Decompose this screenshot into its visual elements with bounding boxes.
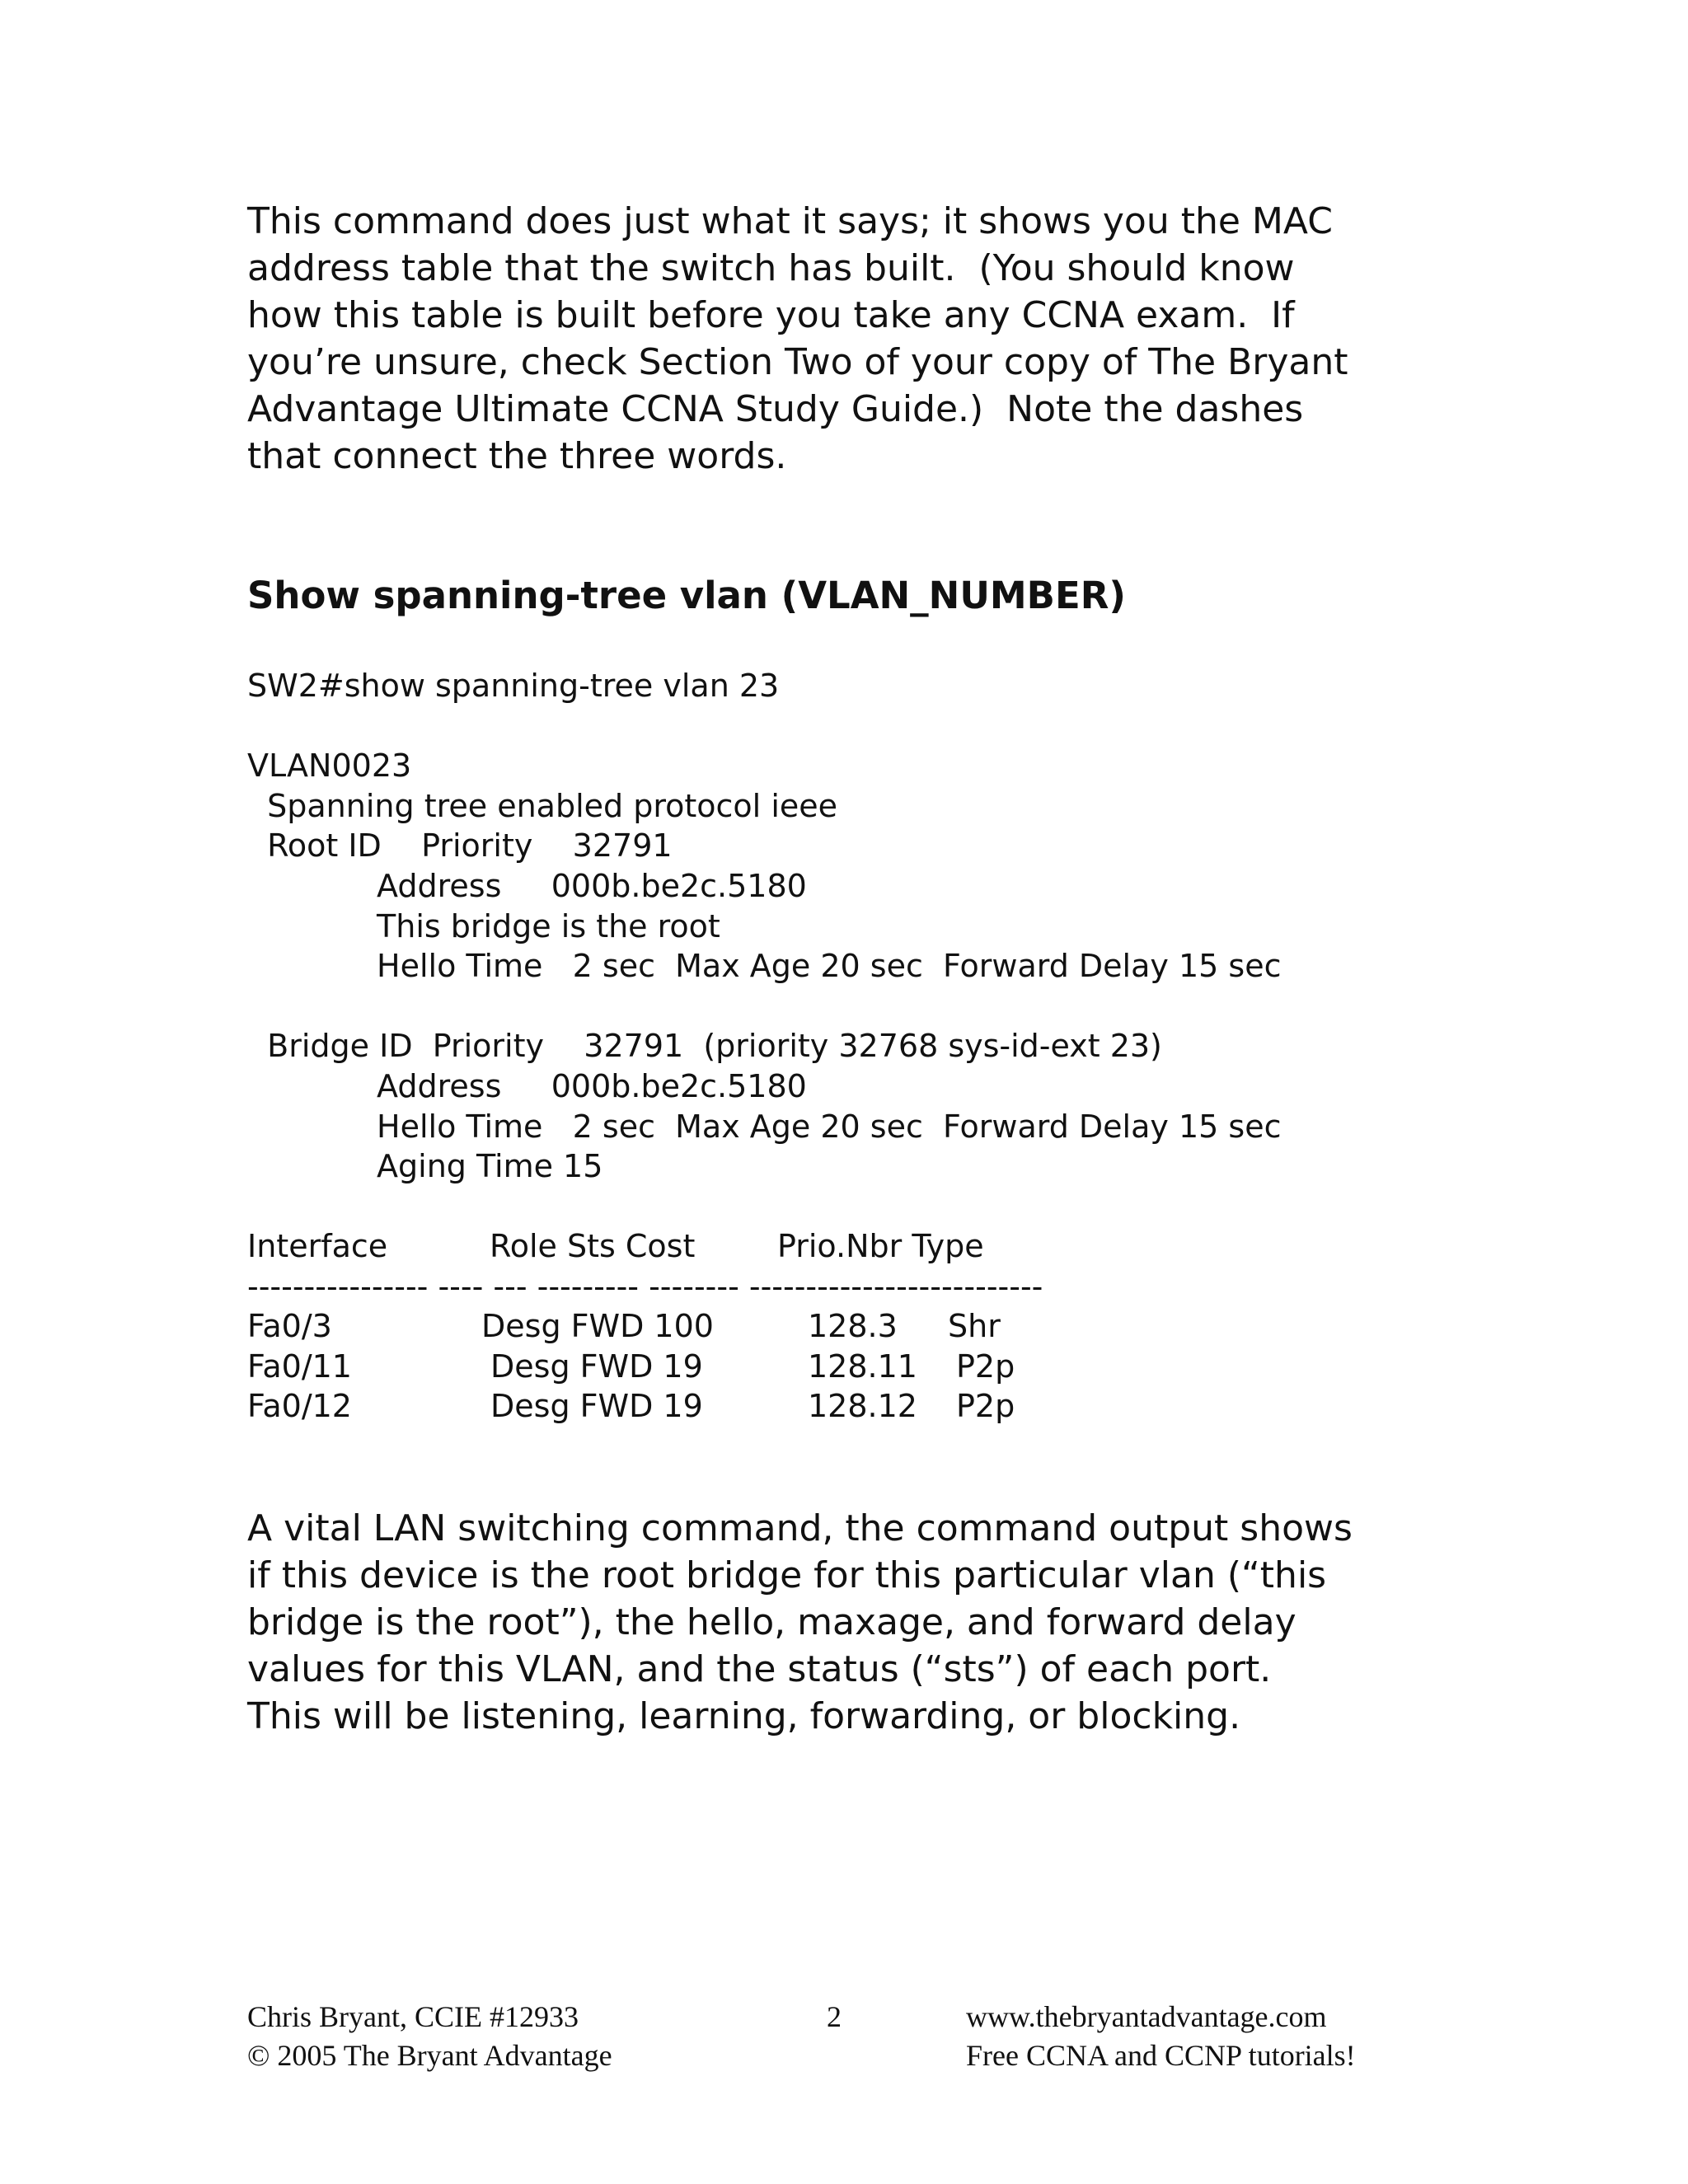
type-cell: P2p	[956, 1347, 1015, 1385]
console-line	[247, 706, 1281, 747]
footer-tagline: Free CCNA and CCNP tutorials!	[966, 2039, 1356, 2072]
console-line: Address 000b.be2c.5180	[247, 867, 807, 904]
console-line: Spanning tree enabled protocol ieee	[247, 787, 838, 824]
console-line: Address 000b.be2c.5180	[247, 1067, 807, 1104]
table-row	[247, 1347, 1319, 1387]
prio-nbr-cell: 128.3	[808, 1308, 898, 1345]
interface-cell: Fa0/12	[247, 1388, 352, 1425]
intro-line: Advantage Ultimate CCNA Study Guide.) Note the dashes	[247, 388, 1304, 430]
type-cell: P2p	[956, 1388, 1015, 1425]
role-sts-cost-cell: Desg FWD 19	[490, 1388, 703, 1425]
page-number: 2	[827, 2000, 842, 2033]
footer-copyright: © 2005 The Bryant Advantage	[247, 2039, 612, 2072]
intro-line: This command does just what it says; it shows you the MAC	[247, 200, 1333, 242]
footer-website-link[interactable]: www.thebryantadvantage.com	[966, 2000, 1327, 2033]
port-table	[247, 1226, 1319, 1425]
console-line: Hello Time 2 sec Max Age 20 sec Forward Delay 15 sec	[247, 948, 1282, 985]
intro-line: how this table is built before you take any CCNA exam. If	[247, 294, 1295, 336]
console-output	[247, 666, 1281, 1187]
summary-paragraph	[247, 1505, 1467, 1740]
intro-line: address table that the switch has built. (You should know	[247, 247, 1295, 289]
console-line: This bridge is the root	[247, 907, 720, 944]
table-separator: ---------------- ---- --- --------- -------- --------------------------	[247, 1268, 1043, 1305]
column-header: Prio.Nbr Type	[777, 1228, 984, 1264]
summary-line: if this device is the root bridge for this particular vlan (“this	[247, 1554, 1327, 1596]
summary-line: A vital LAN switching command, the command output shows	[247, 1507, 1353, 1549]
console-line: SW2#show spanning-tree vlan 23	[247, 668, 780, 704]
prio-nbr-cell: 128.11	[808, 1347, 917, 1385]
console-line: Hello Time 2 sec Max Age 20 sec Forward Delay 15 sec	[247, 1108, 1282, 1145]
console-line	[247, 987, 1281, 1027]
table-row	[247, 1306, 1319, 1347]
summary-line: values for this VLAN, and the status (“sts”) of each port.	[247, 1648, 1272, 1690]
interface-cell: Fa0/3	[247, 1308, 332, 1345]
console-line: Root ID Priority 32791	[247, 827, 673, 865]
footer-center	[827, 1998, 842, 2036]
prio-nbr-cell: 128.12	[808, 1388, 917, 1425]
console-line: Aging Time 15	[247, 1148, 603, 1185]
table-header-row	[247, 1226, 1319, 1267]
column-header: Role Sts Cost	[490, 1228, 696, 1264]
role-sts-cost-cell: Desg FWD 19	[490, 1347, 703, 1385]
intro-line: that connect the three words.	[247, 435, 787, 477]
console-line: VLAN0023	[247, 748, 412, 785]
interface-cell: Fa0/11	[247, 1347, 352, 1385]
summary-line: This will be listening, learning, forwarding, or blocking.	[247, 1695, 1241, 1737]
intro-paragraph	[247, 198, 1467, 480]
column-header: Interface	[247, 1228, 388, 1264]
console-line: Bridge ID Priority 32791 (priority 32768 sys-id-ext 23)	[247, 1028, 1162, 1065]
footer-left	[247, 1998, 612, 2075]
intro-line: you’re unsure, check Section Two of your copy of The Bryant	[247, 341, 1348, 383]
table-row	[247, 1386, 1319, 1427]
role-sts-cost-cell: Desg FWD 100	[481, 1308, 714, 1345]
type-cell: Shr	[948, 1308, 1001, 1345]
section-heading: Show spanning-tree vlan (VLAN_NUMBER)	[247, 574, 1126, 617]
summary-line: bridge is the root”), the hello, maxage, and forward delay	[247, 1601, 1296, 1643]
footer-right	[966, 1998, 1356, 2075]
footer-author: Chris Bryant, CCIE #12933	[247, 2000, 579, 2033]
